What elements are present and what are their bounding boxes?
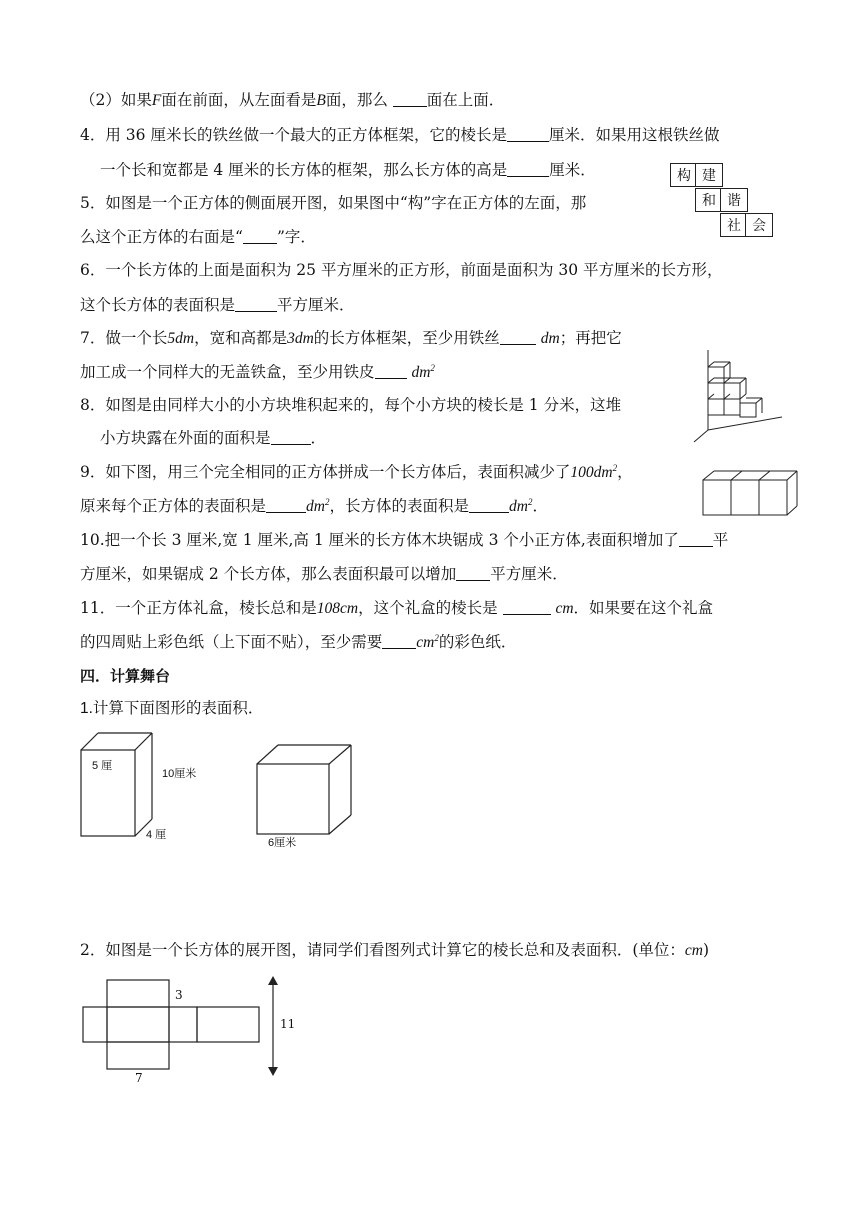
stacked-cubes-figure bbox=[692, 345, 784, 445]
net-cell: 构 bbox=[670, 163, 698, 187]
cuboid-net-figure bbox=[80, 975, 310, 1085]
question-9-line1: 9．如下图，用三个完全相同的正方体拼成一个长方体后，表面积减少了$100dm^2$， bbox=[80, 462, 633, 481]
cuboid-depth-label: 4 厘 bbox=[146, 829, 167, 841]
question-7-line1: 7．做一个长5dm，宽和高都是3dm的长方体框架，至少用铁丝 dm；再把它 bbox=[80, 329, 622, 347]
cuboid-width-label: 5 厘 bbox=[92, 760, 113, 772]
net-cell: 谐 bbox=[720, 188, 748, 212]
answer-blank[interactable] bbox=[679, 530, 713, 547]
answer-blank[interactable] bbox=[507, 125, 549, 142]
question-4-line1: 4．用 36 厘米长的铁丝做一个最大的正方体框架，它的棱长是 厘米．如果用这根铁丝做 bbox=[80, 126, 720, 144]
answer-blank[interactable] bbox=[456, 564, 490, 581]
answer-blank[interactable] bbox=[375, 362, 407, 379]
question-5-line2: 么这个正方体的右面是“ ”字． bbox=[80, 228, 316, 246]
net-dim-3: 3 bbox=[175, 988, 183, 1002]
cube-edge-label: 6厘米 bbox=[268, 837, 297, 849]
cuboid-height-label: 10厘米 bbox=[162, 768, 197, 780]
net-dim-11: 11 bbox=[280, 1017, 296, 1031]
problem-1-text: 1.计算下面图形的表面积． bbox=[80, 700, 264, 717]
net-cell: 建 bbox=[695, 163, 723, 187]
question-11-line1: 11．一个正方体礼盒，棱长总和是108cm，这个礼盒的棱长是 cm．如果要在这个礼盒 bbox=[80, 599, 714, 617]
question-11-line2: 的四周贴上彩色纸（上下面不贴），至少需要 $cm^2$的彩色纸． bbox=[80, 632, 517, 651]
net-dim-7: 7 bbox=[135, 1071, 143, 1085]
answer-blank[interactable] bbox=[266, 496, 306, 513]
question-6-line1: 6．一个长方体的上面是面积为 25 平方厘米的正方形，前面是面积为 30 平方厘米的长方形， bbox=[80, 261, 723, 279]
answer-blank[interactable] bbox=[271, 428, 311, 445]
question-5-line1: 5．如图是一个正方体的侧面展开图，如果图中“构”字在正方体的左面，那 bbox=[80, 194, 587, 212]
question-7-line2: 加工成一个同样大的无盖铁盒，至少用铁皮 $dm^2$ bbox=[80, 362, 435, 381]
three-cubes-figure bbox=[700, 466, 800, 518]
problem-2-text: 2．如图是一个长方体的展开图，请同学们看图列式计算它的棱长总和及表面积．(单位：cm) bbox=[80, 941, 710, 959]
question-3-2: （2）如果F面在前面，从左面看是B面，那么 面在上面． bbox=[80, 91, 505, 109]
question-6-line2: 这个长方体的表面积是 平方厘米． bbox=[80, 296, 355, 314]
answer-blank[interactable] bbox=[500, 328, 536, 345]
answer-blank[interactable] bbox=[507, 160, 549, 177]
question-4-line2: 一个长和宽都是 4 厘米的长方体的框架，那么长方体的高是 厘米． bbox=[100, 161, 596, 179]
net-cell: 社 bbox=[720, 213, 748, 237]
answer-blank[interactable] bbox=[382, 632, 416, 649]
answer-blank[interactable] bbox=[235, 295, 277, 312]
answer-blank[interactable] bbox=[243, 227, 277, 244]
answer-blank[interactable] bbox=[503, 598, 551, 615]
answer-blank[interactable] bbox=[469, 496, 509, 513]
question-8-line2: 小方块露在外面的面积是 ． bbox=[100, 429, 327, 447]
cube-figure bbox=[254, 742, 360, 838]
section-title: 四．计算舞台 bbox=[80, 667, 171, 685]
net-cell: 和 bbox=[695, 188, 723, 212]
question-10-line1: 10.把一个长 3 厘米,宽 1 厘米,高 1 厘米的长方体木块锯成 3 个小正方体,表面积增加了 平 bbox=[80, 531, 729, 549]
net-cell: 会 bbox=[745, 213, 773, 237]
question-10-line2: 方厘米，如果锯成 2 个长方体，那么表面积最可以增加 平方厘米． bbox=[80, 565, 568, 583]
question-8-line1: 8．如图是由同样大小的小方块堆积起来的，每个小方块的棱长是 1 分米，这堆 bbox=[80, 396, 622, 414]
answer-blank[interactable] bbox=[393, 90, 427, 107]
question-9-line2: 原来每个正方体的表面积是 $dm^2$，长方体的表面积是 $dm^2$． bbox=[80, 496, 548, 515]
